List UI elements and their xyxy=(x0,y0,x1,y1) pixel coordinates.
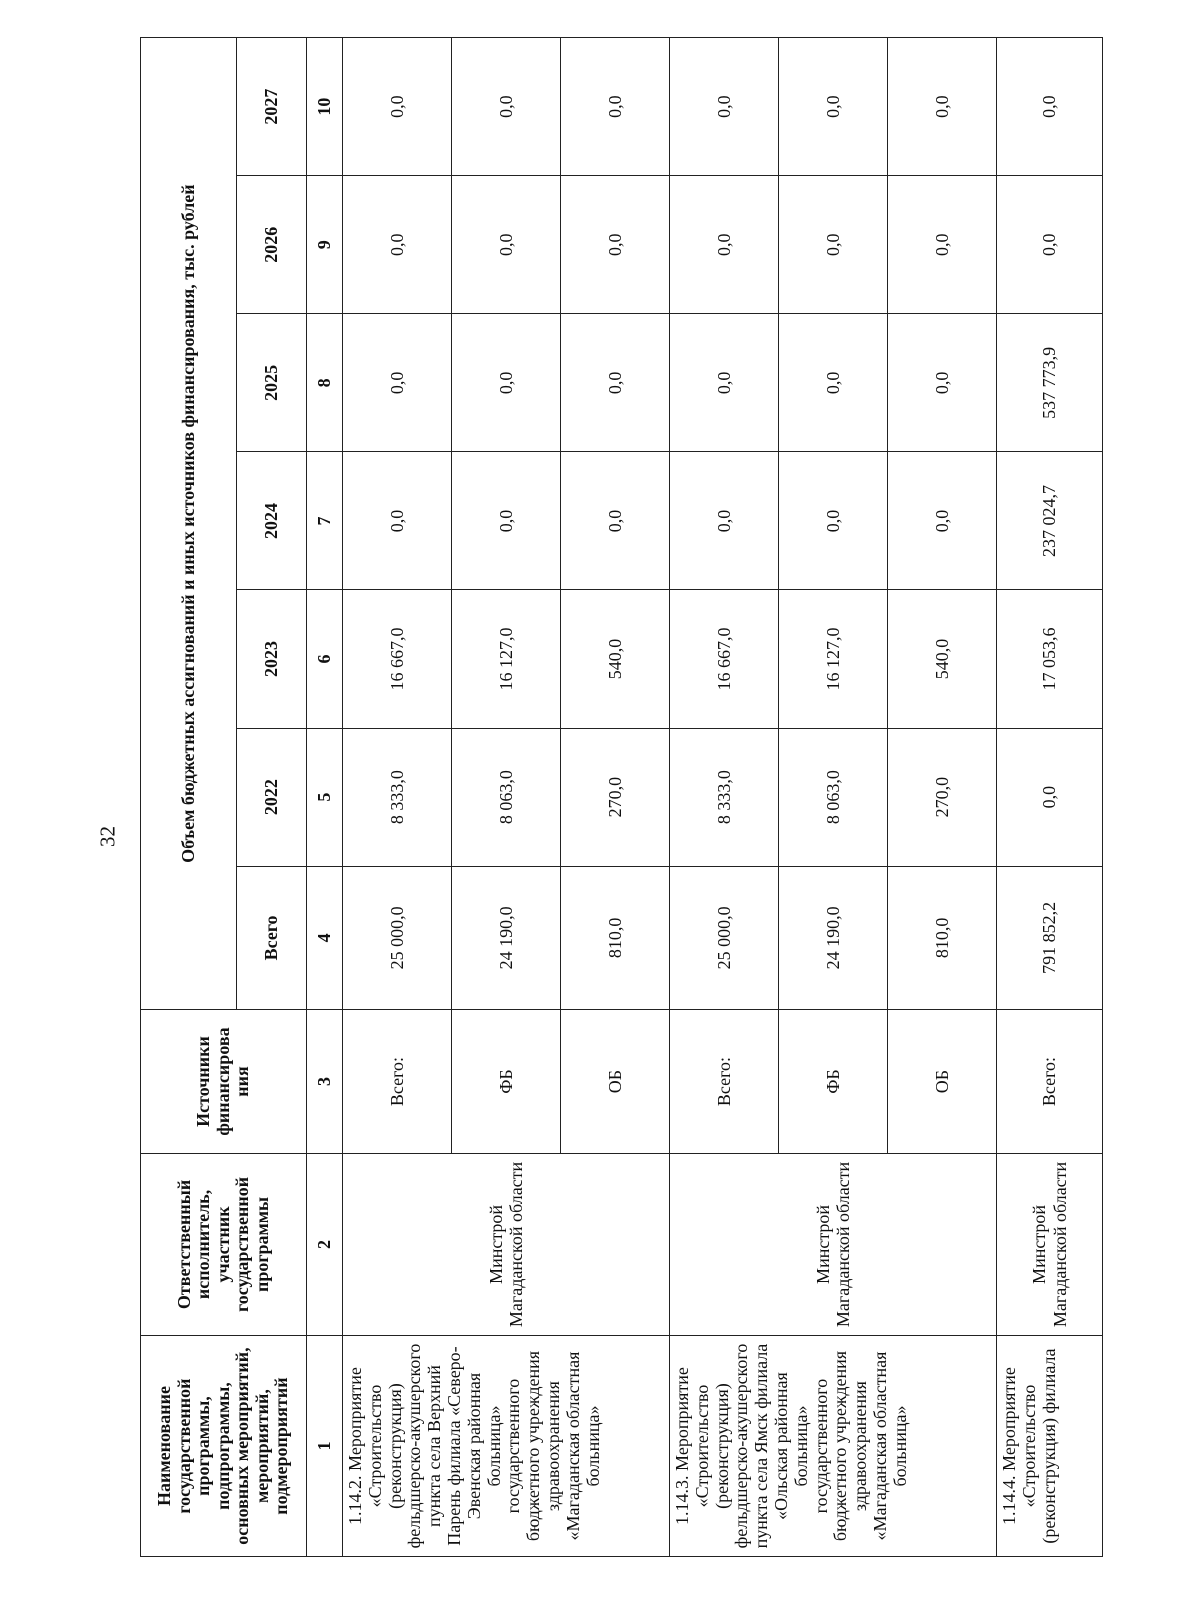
funding-source: Всего: xyxy=(343,1010,452,1154)
header-year-total: Всего xyxy=(237,866,307,1010)
value-cell: 0,0 xyxy=(670,38,779,176)
value-cell: 540,0 xyxy=(888,590,997,728)
value-cell: 8 063,0 xyxy=(452,728,561,866)
funding-source: ОБ xyxy=(561,1010,670,1154)
funding-table xyxy=(140,37,1103,1557)
value-cell: 537 773,9 xyxy=(997,314,1103,452)
column-number: 10 xyxy=(307,38,343,176)
header-source: Источники финансирова ния xyxy=(141,1010,307,1154)
column-number: 8 xyxy=(307,314,343,452)
value-cell: 0,0 xyxy=(343,314,452,452)
value-cell: 8 063,0 xyxy=(779,728,888,866)
value-cell: 0,0 xyxy=(779,452,888,590)
value-cell: 0,0 xyxy=(343,452,452,590)
value-cell: 791 852,2 xyxy=(997,866,1103,1010)
value-cell: 16 127,0 xyxy=(452,590,561,728)
funding-source: Всего: xyxy=(670,1010,779,1154)
value-cell: 237 024,7 xyxy=(997,452,1103,590)
header-year-2027: 2027 xyxy=(237,38,307,176)
value-cell: 8 333,0 xyxy=(670,728,779,866)
column-number: 3 xyxy=(307,1010,343,1154)
column-number: 9 xyxy=(307,176,343,314)
value-cell: 0,0 xyxy=(561,38,670,176)
value-cell: 0,0 xyxy=(997,728,1103,866)
value-cell: 0,0 xyxy=(779,38,888,176)
table-row xyxy=(997,38,1103,1557)
header-funding-group: Объем бюджетных ассигнований и иных источников финансирования, тыс. рублей xyxy=(141,38,237,1010)
value-cell: 24 190,0 xyxy=(452,866,561,1010)
value-cell: 810,0 xyxy=(561,866,670,1010)
header-year-2026: 2026 xyxy=(237,176,307,314)
rotated-table-sheet xyxy=(140,37,1070,1557)
item-name: 1.14.2. Мероприятие «Строительство (реконструкция) фельдшерско-акушерского пункта села Верхний Парень филиала «Северо-Эвенская районная больница» государственного бюджетного учреждения здравоохранения «Магаданская областная больница» xyxy=(343,1336,670,1557)
header-year-2022: 2022 xyxy=(237,728,307,866)
value-cell: 0,0 xyxy=(343,176,452,314)
column-number: 4 xyxy=(307,866,343,1010)
value-cell: 0,0 xyxy=(670,314,779,452)
funding-source: ФБ xyxy=(779,1010,888,1154)
value-cell: 0,0 xyxy=(888,452,997,590)
header-year-2024: 2024 xyxy=(237,452,307,590)
value-cell: 0,0 xyxy=(343,38,452,176)
value-cell: 17 053,6 xyxy=(997,590,1103,728)
item-executor: Минстрой Магаданской области xyxy=(997,1153,1103,1335)
value-cell: 8 333,0 xyxy=(343,728,452,866)
value-cell: 0,0 xyxy=(888,176,997,314)
header-name: Наименование государственной программы, подпрограммы, основных мероприятий, мероприятий, подмероприятий xyxy=(141,1336,307,1557)
value-cell: 0,0 xyxy=(888,38,997,176)
table-row xyxy=(670,38,779,1557)
value-cell: 24 190,0 xyxy=(779,866,888,1010)
value-cell: 0,0 xyxy=(997,176,1103,314)
header-row-1 xyxy=(141,38,237,1557)
value-cell: 25 000,0 xyxy=(670,866,779,1010)
value-cell: 0,0 xyxy=(670,452,779,590)
funding-source: Всего: xyxy=(997,1010,1103,1154)
value-cell: 16 667,0 xyxy=(670,590,779,728)
value-cell: 0,0 xyxy=(561,314,670,452)
value-cell: 0,0 xyxy=(561,452,670,590)
header-year-2025: 2025 xyxy=(237,314,307,452)
item-name: 1.14.3. Мероприятие «Строительство (реконструкция) фельдшерско-акушерского пункта села Ямск филиала «Ольская районная больница» государственного бюджетного учреждения здравоохранения «Магаданская областная больница» xyxy=(670,1336,997,1557)
value-cell: 0,0 xyxy=(452,176,561,314)
item-executor: Минстрой Магаданской области xyxy=(670,1153,997,1335)
value-cell: 0,0 xyxy=(779,314,888,452)
item-executor: Минстрой Магаданской области xyxy=(343,1153,670,1335)
value-cell: 0,0 xyxy=(452,314,561,452)
value-cell: 540,0 xyxy=(561,590,670,728)
item-name: 1.14.4. Мероприятие «Строительство (реконструкция) филиала xyxy=(997,1336,1103,1557)
value-cell: 0,0 xyxy=(452,452,561,590)
value-cell: 270,0 xyxy=(888,728,997,866)
column-number: 6 xyxy=(307,590,343,728)
value-cell: 16 127,0 xyxy=(779,590,888,728)
column-number: 1 xyxy=(307,1336,343,1557)
value-cell: 0,0 xyxy=(561,176,670,314)
value-cell: 25 000,0 xyxy=(343,866,452,1010)
column-number: 2 xyxy=(307,1153,343,1335)
value-cell: 0,0 xyxy=(452,38,561,176)
value-cell: 810,0 xyxy=(888,866,997,1010)
funding-source: ОБ xyxy=(888,1010,997,1154)
value-cell: 0,0 xyxy=(779,176,888,314)
column-number-row xyxy=(307,38,343,1557)
value-cell: 16 667,0 xyxy=(343,590,452,728)
column-number: 7 xyxy=(307,452,343,590)
funding-source: ФБ xyxy=(452,1010,561,1154)
table-row xyxy=(343,38,452,1557)
header-executor: Ответственный исполнитель, участник государственной программы xyxy=(141,1153,307,1335)
value-cell: 0,0 xyxy=(670,176,779,314)
header-year-2023: 2023 xyxy=(237,590,307,728)
page-number: 32 xyxy=(95,826,120,847)
value-cell: 0,0 xyxy=(888,314,997,452)
column-number: 5 xyxy=(307,728,343,866)
value-cell: 270,0 xyxy=(561,728,670,866)
value-cell: 0,0 xyxy=(997,38,1103,176)
